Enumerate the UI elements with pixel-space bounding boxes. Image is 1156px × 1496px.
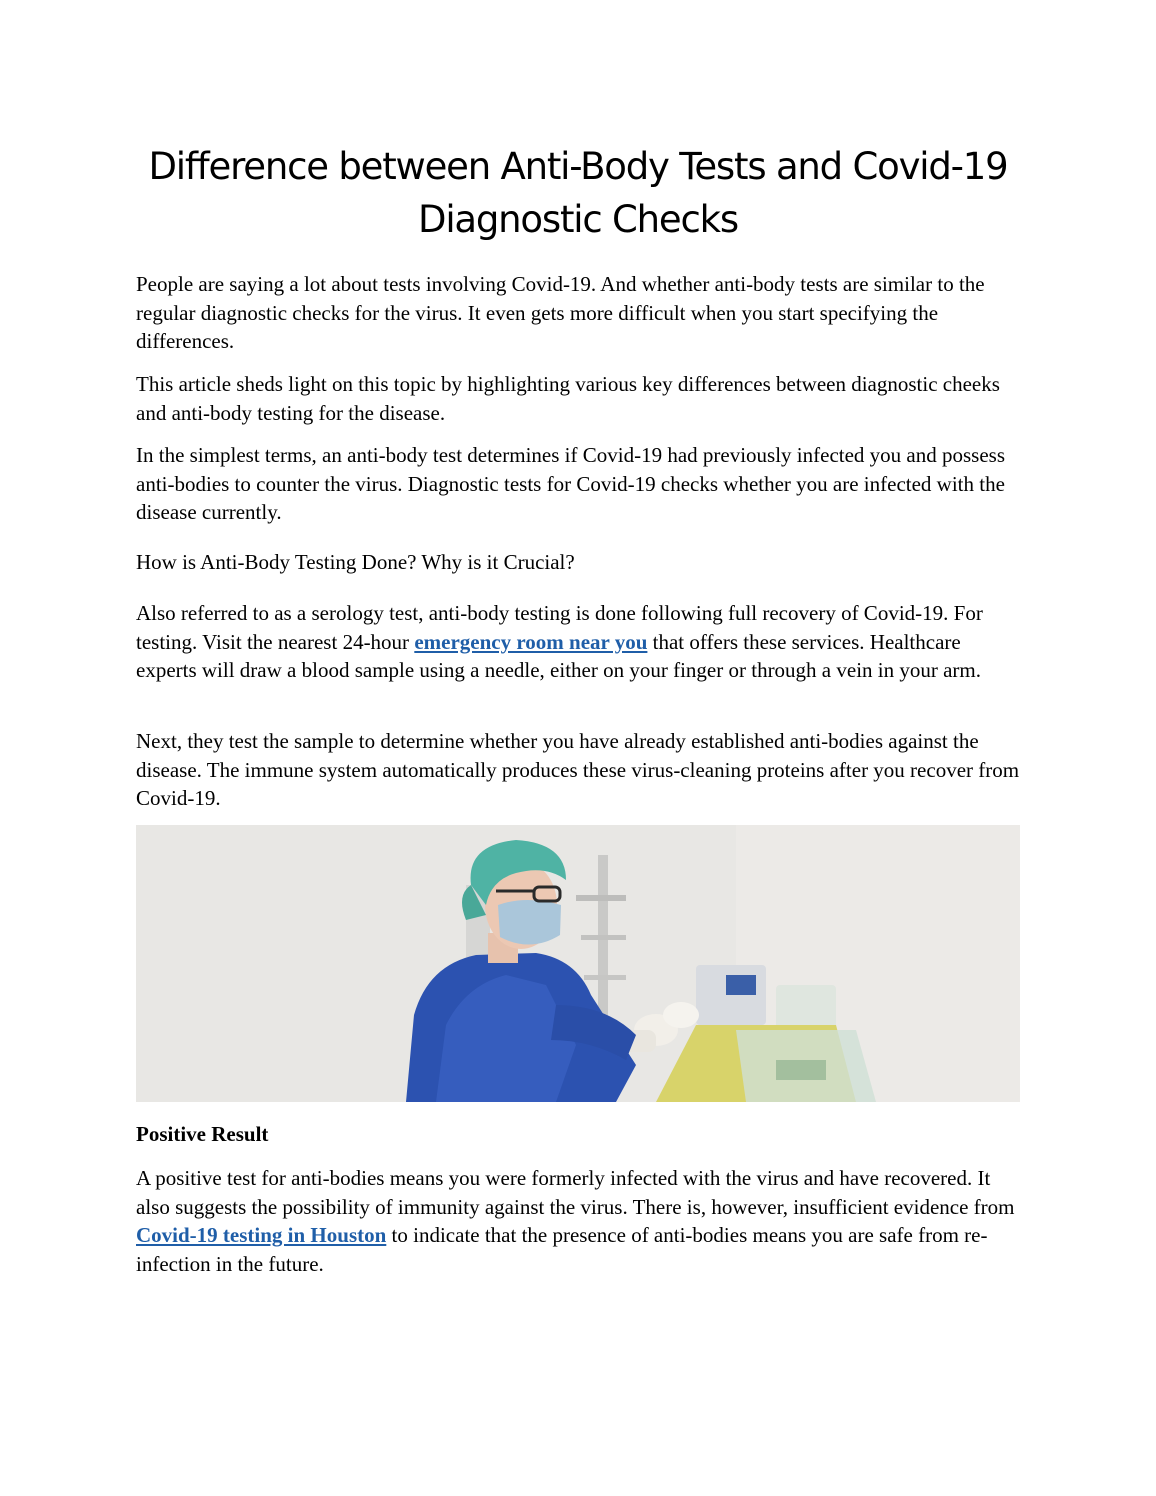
covid-testing-houston-link[interactable]: Covid-19 testing in Houston [136,1223,387,1247]
paragraph-serology-text-start: Also referred to as a serology test, anti-body testing is done following full recovery of Covid-19. For testing. Visit the nearest 24-hour [136,601,983,654]
paragraph-positive-text-end: to indicate that the presence of anti-bodies means you are safe from re-infection in the future. [136,1223,988,1276]
paragraph-serology-text-end: that offers these services. Healthcare experts will draw a blood sample using a needle, either on your finger or through a vein in your arm. [136,629,982,682]
healthcare-worker-illustration [136,825,1020,1102]
document-title: Difference between Anti-Body Tests and Covid-19 Diagnostic Checks [148,145,1008,241]
paragraph-positive-result [136,1164,1026,1278]
positive-result-heading: Positive Result [136,1122,269,1146]
paragraph-intro: People are saying a lot about tests involving Covid-19. And whether anti-body tests are similar to the regular diagnostic checks for the virus. It even gets more difficult when you start specifying the differences. [136,272,985,353]
healthcare-worker-photo [136,825,1020,1102]
paragraph-serology [136,599,1026,685]
paragraph-testing-question: How is Anti-Body Testing Done? Why is it Crucial? [136,550,575,574]
paragraph-sample-testing: Next, they test the sample to determine whether you have already established anti-bodies against the disease. The immune system automatically produces these virus-cleaning proteins after you recover from Covid-19. [136,729,1020,810]
paragraph-article-purpose: This article sheds light on this topic by highlighting various key differences between diagnostic cheeks and anti-body testing for the disease. [136,372,1000,425]
paragraph-positive-text-start: A positive test for anti-bodies means you were formerly infected with the virus and have recovered. It also suggests the possibility of immunity against the virus. There is, however, insufficient evidence from [136,1166,1015,1219]
emergency-room-link[interactable]: emergency room near you [414,629,648,654]
paragraph-simplest-terms: In the simplest terms, an anti-body test determines if Covid-19 had previously infected you and possess anti-bodies to counter the virus. Diagnostic tests for Covid-19 checks whether you are infected with the disease currently. [136,443,1005,524]
